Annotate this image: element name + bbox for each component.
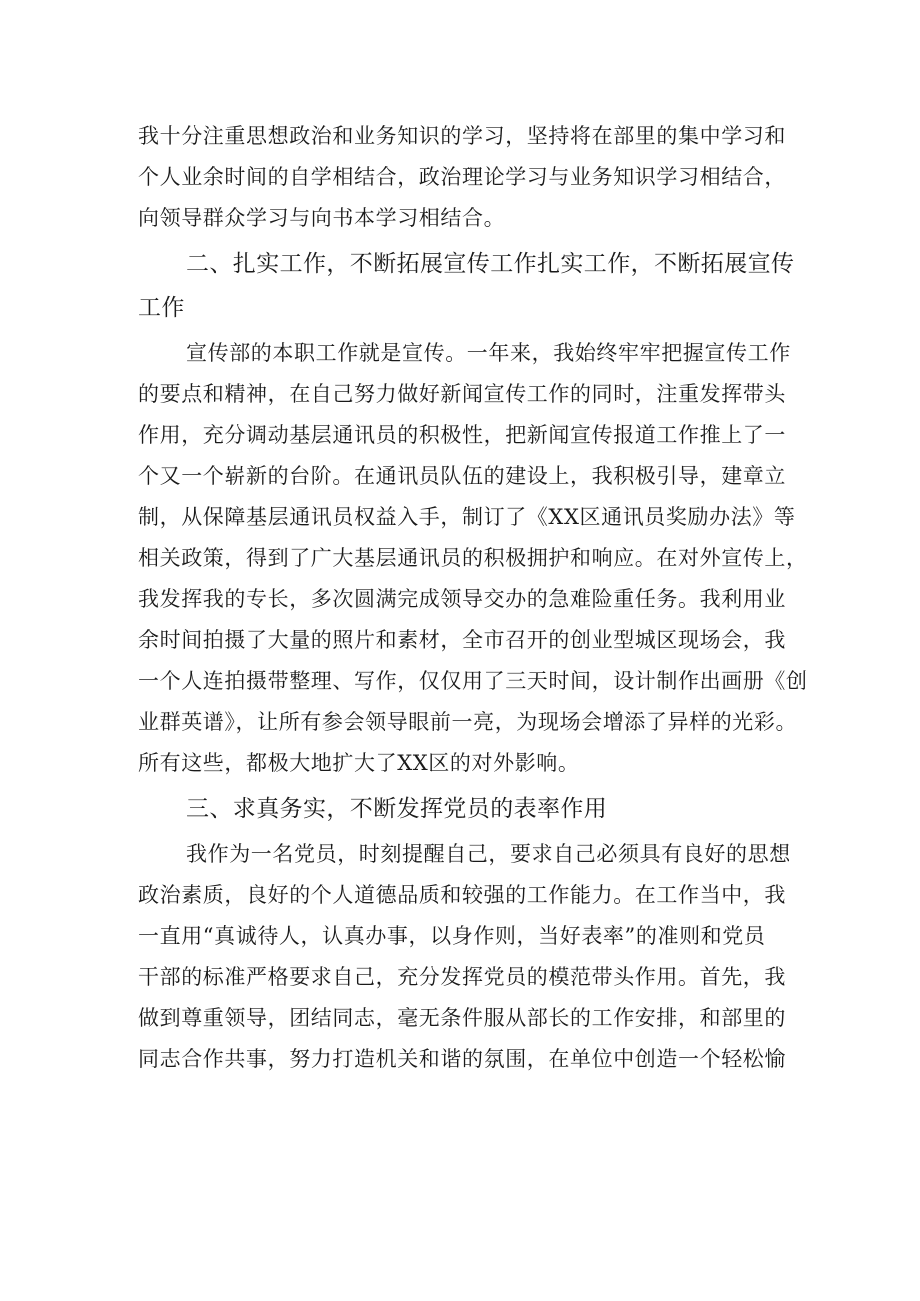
text-line: 个又一个崭新的台阶。在通讯员队伍的建设上，我积极引导，建章立 xyxy=(138,464,786,488)
text-line: 相关政策，得到了广大基层通讯员的积极拥护和响应。在对外宣传上， xyxy=(138,546,808,570)
text-line: 我发挥我的专长，多次圆满完成领导交办的急难险重任务。我利用业 xyxy=(138,587,786,611)
text-line: 业群英谱》，让所有参会领导眼前一亮，为现场会增添了异样的光彩。 xyxy=(138,710,798,734)
section-heading-2 xyxy=(138,239,803,333)
text-line: 我十分注重思想政治和业务知识的学习，坚持将在部里的集中学习和 xyxy=(138,124,786,148)
heading-line: 工作 xyxy=(138,295,185,321)
text-line: 所有这些，都极大地扩大了XX区的对外影响。 xyxy=(138,751,580,775)
intro-paragraph xyxy=(138,116,803,239)
document-body xyxy=(138,116,808,1080)
text-line: 的要点和精神，在自己努力做好新闻宣传工作的同时，注重发挥带头 xyxy=(138,382,786,406)
section-heading-3 xyxy=(138,784,803,834)
text-line: 作用，充分调动基层通讯员的积极性，把新闻宣传报道工作推上了一 xyxy=(138,423,786,447)
text-line: 我作为一名党员，时刻提醒自己，要求自己必须具有良好的思想 xyxy=(186,842,791,866)
section-3-paragraph xyxy=(138,834,803,1080)
heading-line: 二、扎实工作，不断拓展宣传工作扎实工作，不断拓展宣传 xyxy=(186,251,795,277)
text-line: 宣传部的本职工作就是宣传。一年来，我始终牢牢把握宣传工作 xyxy=(186,341,791,365)
text-line: 制，从保障基层通讯员权益入手，制订了《XX区通讯员奖励办法》等 xyxy=(138,505,796,529)
heading-line: 三、求真务实，不断发挥党员的表率作用 xyxy=(186,796,608,822)
text-line: 向领导群众学习与向书本学习相结合。 xyxy=(138,206,506,230)
text-line: 干部的标准严格要求自己，充分发挥党员的模范带头作用。首先，我 xyxy=(138,965,786,989)
text-line: 政治素质，良好的个人道德品质和较强的工作能力。在工作当中，我 xyxy=(138,883,786,907)
text-line: 做到尊重领导，团结同志，毫无条件服从部长的工作安排，和部里的 xyxy=(138,1006,786,1030)
text-line: 一个人连拍摄带整理、写作，仅仅用了三天时间，设计制作出画册《创 xyxy=(138,669,808,693)
text-line: 一直用“真诚待人，认真办事，以身作则，当好表率”的准则和党员 xyxy=(138,924,766,948)
text-line: 同志合作共事，努力打造机关和谐的氛围，在单位中创造一个轻松愉 xyxy=(138,1047,786,1071)
text-line: 个人业余时间的自学相结合，政治理论学习与业务知识学习相结合， xyxy=(138,165,786,189)
section-2-paragraph xyxy=(138,333,808,784)
text-line: 余时间拍摄了大量的照片和素材，全市召开的创业型城区现场会，我 xyxy=(138,628,786,652)
